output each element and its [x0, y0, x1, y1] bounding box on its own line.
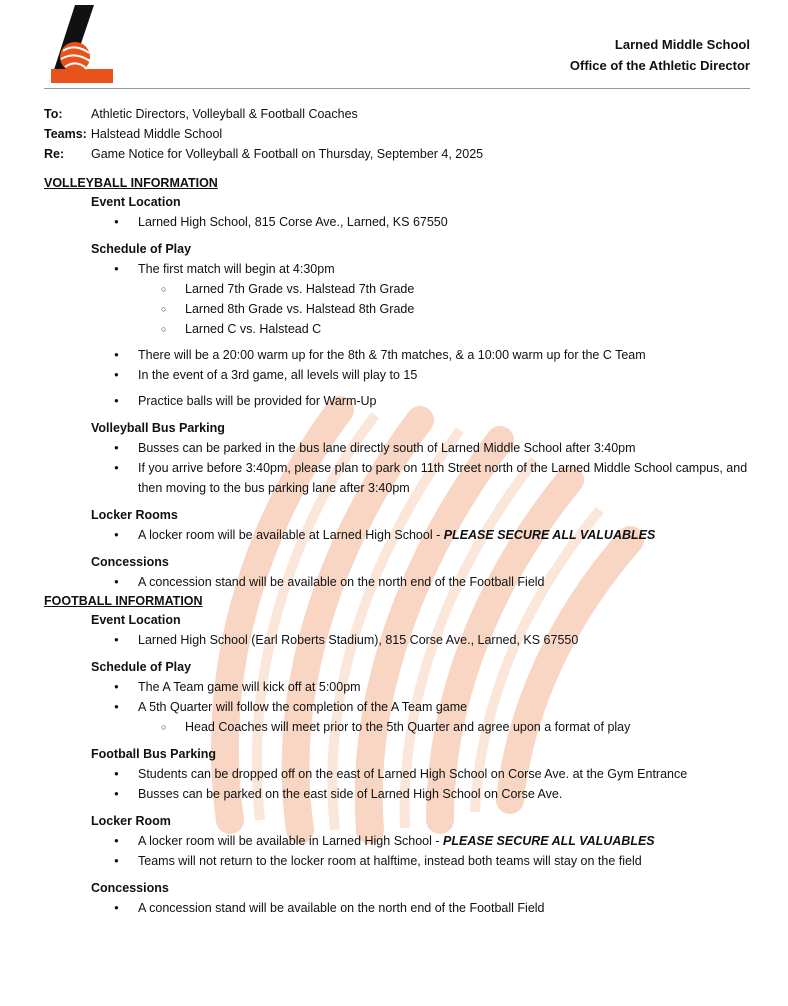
document-body [44, 174, 750, 918]
school-name: Larned Middle School [614, 37, 750, 52]
vb-match-item: ○ Larned 8th Grade vs. Halstead 8th Grade [185, 299, 750, 319]
vb-bus-item: ● Busses can be parked in the bus lane directly south of Larned Middle School after 3:40pm [138, 438, 750, 458]
memo-header [44, 104, 483, 164]
fb-schedule-title: Schedule of Play [91, 660, 192, 674]
vb-warmup: ● There will be a 20:00 warm up for the 8th & 7th matches, & a 10:00 warm up for the C Team [138, 345, 750, 365]
vb-schedule-title: Schedule of Play [91, 242, 192, 256]
vb-locker-item: ● A locker room will be available at Larned High School - PLEASE SECURE ALL VALUABLES [138, 525, 750, 545]
vb-location-title: Event Location [91, 195, 181, 209]
vb-practice-balls: ● Practice balls will be provided for Warm-Up [138, 391, 750, 411]
office-name: Office of the Athletic Director [569, 58, 750, 73]
football-heading: FOOTBALL INFORMATION [44, 594, 203, 608]
fb-locker-item: ● A locker room will be available in Larned High School - PLEASE SECURE ALL VALUABLES [138, 831, 750, 851]
vb-first-match: ● The first match will begin at 4:30pm ○ Larned 7th Grade vs. Halstead 7th Grade ○ Larned 8th Grade vs. Halstead 8th Grade ○ Larned C vs. Halstead C [138, 259, 750, 339]
fb-halftime-item: ● Teams will not return to the locker room at halftime, instead both teams will stay on the field [138, 851, 750, 871]
fb-locker-title: Locker Room [91, 814, 171, 828]
vb-bus-title: Volleyball Bus Parking [91, 421, 225, 435]
fb-bus-item: ● Students can be dropped off on the east of Larned High School on Corse Ave. at the Gym Entrance [138, 764, 750, 784]
volleyball-heading: VOLLEYBALL INFORMATION [44, 176, 218, 190]
memo-to: To: Athletic Directors, Volleyball & Football Coaches [44, 107, 358, 121]
fb-concessions-item: ● A concession stand will be available on the north end of the Football Field [138, 898, 750, 918]
fb-bus-title: Football Bus Parking [91, 747, 217, 761]
vb-match-item: ○ Larned 7th Grade vs. Halstead 7th Grade [185, 279, 750, 299]
vb-location: ● Larned High School, 815 Corse Ave., Larned, KS 67550 [138, 212, 750, 232]
fb-bus-item: ● Busses can be parked on the east side of Larned High School on Corse Ave. [138, 784, 750, 804]
school-logo [47, 5, 115, 85]
vb-concessions-item: ● A concession stand will be available on the north end of the Football Field [138, 572, 750, 592]
vb-locker-title: Locker Rooms [91, 508, 178, 522]
header-divider [44, 88, 750, 89]
fb-location-title: Event Location [91, 613, 181, 627]
memo-teams: Teams: Halstead Middle School [44, 127, 223, 141]
vb-match-item: ○ Larned C vs. Halstead C [185, 319, 750, 339]
fb-concessions-title: Concessions [91, 881, 169, 895]
fb-kickoff: ● The A Team game will kick off at 5:00pm [138, 677, 750, 697]
vb-bus-item: ● If you arrive before 3:40pm, please plan to park on 11th Street north of the Larned Middle School campus, and then moving to the bus parking lane after 3:40pm [138, 458, 750, 498]
vb-third-game: ● In the event of a 3rd game, all levels will play to 15 [138, 365, 750, 385]
letterhead [570, 34, 750, 76]
fb-location: ● Larned High School (Earl Roberts Stadium), 815 Corse Ave., Larned, KS 67550 [138, 630, 750, 650]
fb-fifth-quarter: ● A 5th Quarter will follow the completion of the A Team game ○ Head Coaches will meet prior to the 5th Quarter and agree upon a format of play [138, 697, 750, 737]
vb-concessions-title: Concessions [91, 555, 169, 569]
memo-re: Re: Game Notice for Volleyball & Football on Thursday, September 4, 2025 [44, 147, 484, 161]
fb-fifth-quarter-sub: ○ Head Coaches will meet prior to the 5th Quarter and agree upon a format of play [185, 717, 750, 737]
